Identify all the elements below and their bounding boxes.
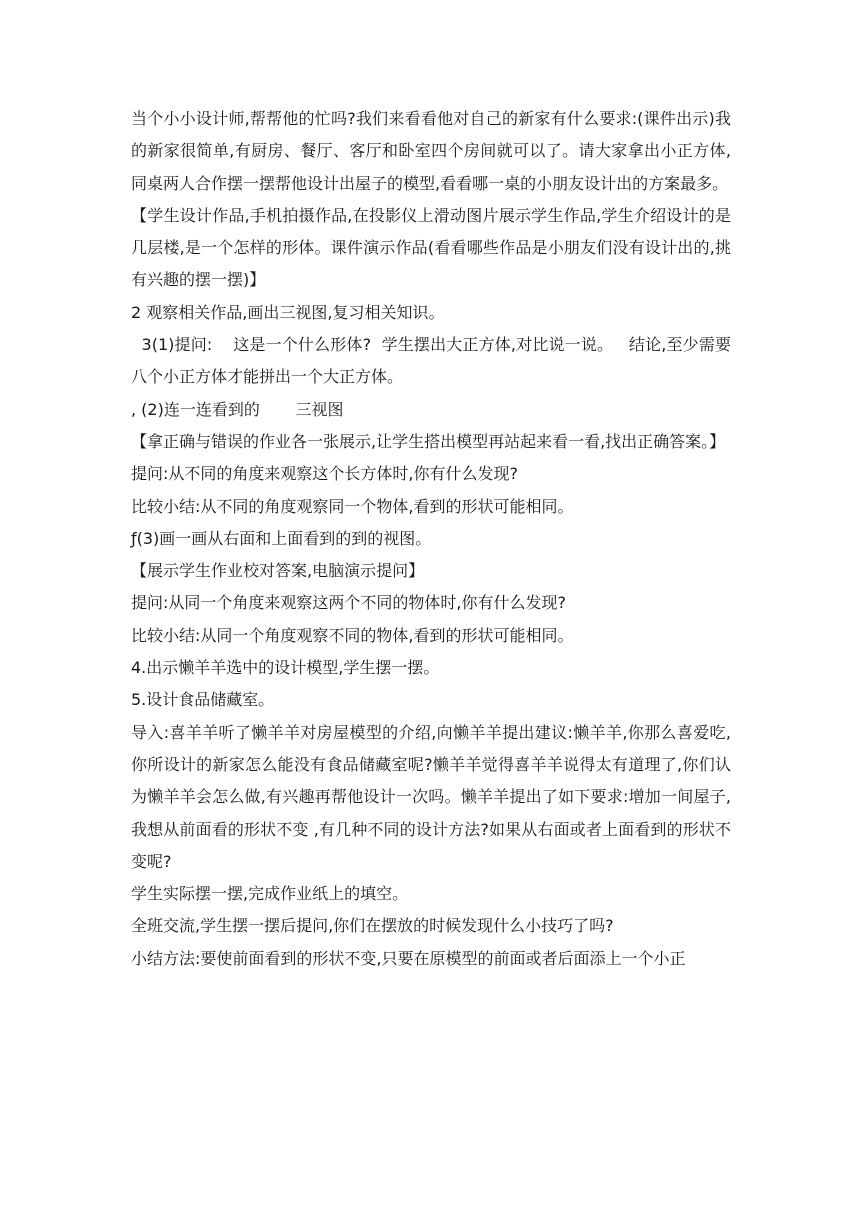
paragraph-summary-2: 比较小结:从同一个角度观察不同的物体,看到的形状可能相同。	[131, 625, 574, 645]
paragraph-question-2: 提问:从同一个角度来观察这两个不同的物体时,你有什么发现?	[131, 593, 566, 613]
paragraph-step-3-1: 3(1)提问: 这是一个什么形体? 学生摆出大正方体,对比说一说。 结论,至少需要八个小正方体才能拼出一个大正方体。	[131, 335, 731, 387]
paragraph-student-design: 【学生设计作品,手机拍摄作品,在投影仪上滑动图片展示学生作品,学生介绍设计的是几层楼,是一个怎样的形体。课件演示作品(看看哪些作品是小朋友们没有设计出的,挑有兴趣的摆一摆)】	[131, 205, 731, 290]
paragraph-step-4: 4.出示懒羊羊选中的设计模型,学生摆一摆。	[131, 658, 440, 678]
paragraph-summary-1: 比较小结:从不同的角度观察同一个物体,看到的形状可能相同。	[131, 496, 574, 516]
paragraph-homework-display: 【拿正确与错误的作业各一张展示,让学生搭出模型再站起来看一看,找出正确答案。】	[131, 431, 726, 451]
paragraph-student-practice: 学生实际摆一摆,完成作业纸上的填空。	[131, 884, 409, 904]
paragraph-question-1: 提问:从不同的角度来观察这个长方体时,你有什么发现?	[131, 464, 518, 484]
paragraph-check-answers: 【展示学生作业校对答案,电脑演示提问】	[131, 561, 425, 581]
paragraph-step-3-3: ƒ(3)画一画从右面和上面看到的到的视图。	[131, 528, 432, 548]
document-body	[131, 103, 731, 975]
paragraph-class-exchange: 全班交流,学生摆一摆后提问,你们在摆放的时候发现什么小技巧了吗?	[131, 916, 614, 936]
paragraph-intro: 当个小小设计师,帮帮他的忙吗?我们来看看他对自己的新家有什么要求:(课件出示)我的新家很简单,有厨房、餐厅、客厅和卧室四个房间就可以了。请大家拿出小正方体,同桌两人合作摆一摆帮他设计出屋子的模型,看看哪一桌的小朋友设计出的方案最多。	[131, 109, 731, 193]
paragraph-step-2: 2 观察相关作品,画出三视图,复习相关知识。	[131, 302, 445, 322]
paragraph-introduction-storage: 导入:喜羊羊听了懒羊羊对房屋模型的介绍,向懒羊羊提出建议:懒羊羊,你那么喜爱吃,你所设计的新家怎么能没有食品储藏室呢?懒羊羊觉得喜羊羊说得太有道理了,你们认为懒羊羊会怎么做,有兴趣再帮他设计一次吗。懒羊羊提出了如下要求:增加一间屋子,我想从前面看的形状不变 ,有几种不同的设计方法?如果从右面或者上面看到的形状不变呢?	[131, 722, 731, 871]
paragraph-method-summary: 小结方法:要使前面看到的形状不变,只要在原模型的前面或者后面添上一个小正	[131, 948, 686, 968]
paragraph-step-3-2: , (2)连一连看到的 三视图	[131, 399, 344, 419]
paragraph-step-5: 5.设计食品储藏室。	[131, 690, 275, 710]
